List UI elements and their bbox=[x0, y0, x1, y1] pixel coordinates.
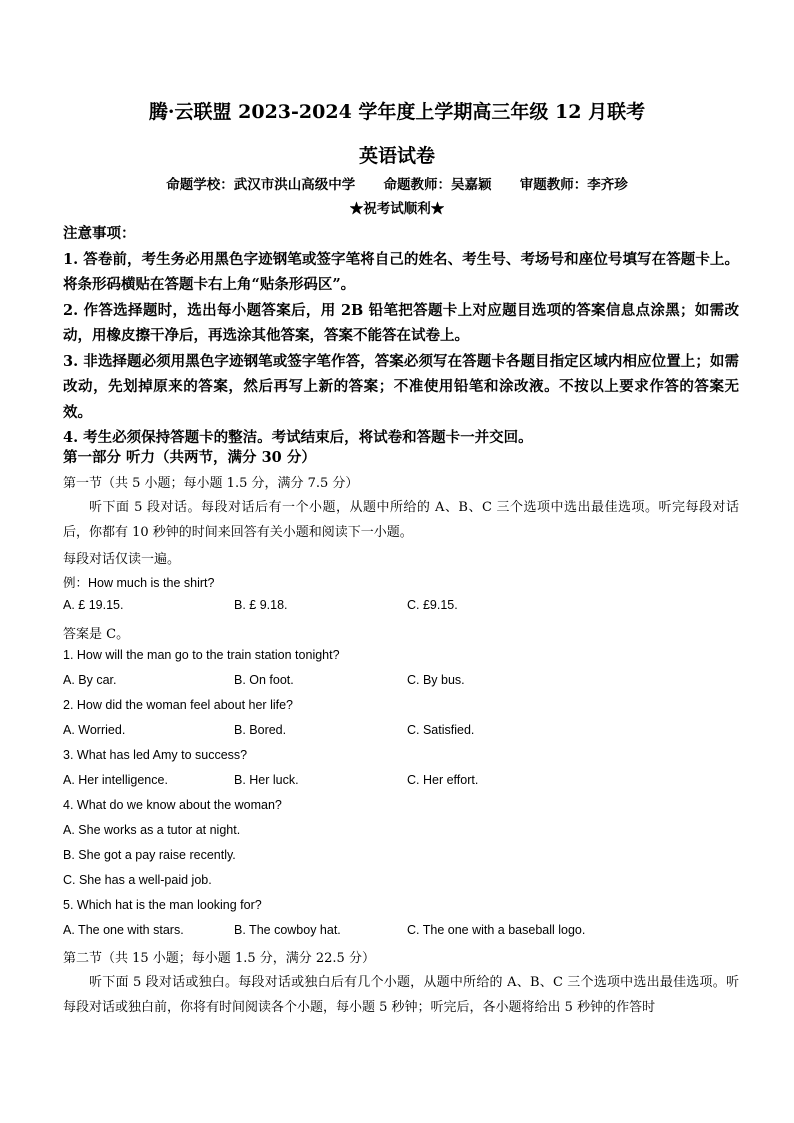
question-3: 3. What has led Amy to success? bbox=[63, 748, 248, 762]
notes-heading: 注意事项： bbox=[63, 225, 136, 242]
q5-option-c: C. The one with a baseball logo. bbox=[407, 923, 586, 937]
q1-option-c: C. By bus. bbox=[407, 673, 465, 687]
q4-option-c: C. She has a well-paid job. bbox=[63, 873, 212, 887]
example-option-a: A. £ 19.15. bbox=[63, 598, 124, 612]
q1-option-b: B. On foot. bbox=[234, 673, 294, 687]
notes-block bbox=[63, 221, 739, 451]
q3-option-b: B. Her luck. bbox=[234, 773, 299, 787]
q5-option-b: B. The cowboy hat. bbox=[234, 923, 341, 937]
good-luck-line: ★祝考试顺利★ bbox=[349, 201, 445, 217]
exam-authors-line: 命题学校：武汉市洪山高级中学 命题教师：吴嘉颖 审题教师：李齐珍 bbox=[166, 177, 628, 193]
exam-title: 腾·云联盟 2023-2024 学年度上学期高三年级 12 月联考 bbox=[148, 101, 646, 123]
q4-option-b: B. She got a pay raise recently. bbox=[63, 848, 236, 862]
q4-option-a: A. She works as a tutor at night. bbox=[63, 823, 241, 837]
q1-option-a: A. By car. bbox=[63, 673, 117, 687]
q2-option-c: C. Satisfied. bbox=[407, 723, 475, 737]
example-option-b: B. £ 9.18. bbox=[234, 598, 288, 612]
question-2: 2. How did the woman feel about her life? bbox=[63, 698, 293, 712]
note-item: 4. 考生必须保持答题卡的整洁。考试结束后，将试卷和答题卡一并交回。 bbox=[63, 429, 533, 446]
example-answer: 答案是 C。 bbox=[63, 627, 130, 642]
section1-heading: 第一节（共 5 小题；每小题 1.5 分，满分 7.5 分） bbox=[63, 476, 359, 491]
note-item: 2. 作答选择题时，选出每小题答案后，用 2B 铅笔把答题卡上对应题目选项的答案信息点涂黑；如需改动，用橡皮擦干净后，再选涂其他答案，答案不能答在试卷上。 bbox=[63, 301, 739, 344]
question-5: 5. Which hat is the man looking for? bbox=[63, 898, 262, 912]
part1-heading: 第一部分 听力（共两节，满分 30 分） bbox=[63, 449, 316, 466]
read-once-note: 每段对话仅读一遍。 bbox=[63, 552, 181, 567]
example-option-c: C. £9.15. bbox=[407, 598, 458, 612]
note-item: 1. 答卷前，考生务必用黑色字迹钢笔或签字笔将自己的姓名、考生号、考场号和座位号填写在答题卡上。将条形码横贴在答题卡右上角“贴条形码区”。 bbox=[63, 250, 739, 293]
question-4: 4. What do we know about the woman? bbox=[63, 798, 282, 812]
section1-instructions: 听下面 5 段对话。每段对话后有一个小题，从题中所给的 A、B、C 三个选项中选出最佳选项。听完每段对话后，你都有 10 秒钟的时间来回答有关小题和阅读下一小题。 bbox=[63, 500, 739, 540]
example-question: 例：How much is the shirt? bbox=[63, 576, 215, 590]
note-item: 3. 非选择题必须用黑色字迹钢笔或签字笔作答，答案必须写在答题卡各题目指定区域内相应位置上；如需改动，先划掉原来的答案，然后再写上新的答案；不准使用铅笔和涂改液。不按以上要求作答的答案无效。 bbox=[63, 352, 739, 421]
q5-option-a: A. The one with stars. bbox=[63, 923, 184, 937]
q3-option-c: C. Her effort. bbox=[407, 773, 479, 787]
question-1: 1. How will the man go to the train station tonight? bbox=[63, 648, 340, 662]
q2-option-b: B. Bored. bbox=[234, 723, 287, 737]
q3-option-a: A. Her intelligence. bbox=[63, 773, 168, 787]
exam-subject: 英语试卷 bbox=[358, 145, 435, 167]
section2-instructions: 听下面 5 段对话或独白。每段对话或独白后有几个小题，从题中所给的 A、B、C 三个选项中选出最佳选项。听每段对话或独白前，你将有时间阅读各个小题，每小题 5 秒钟；听完后，各小题将给出 5 秒钟的作答时 bbox=[63, 975, 739, 1015]
section2-heading: 第二节（共 15 小题；每小题 1.5 分，满分 22.5 分） bbox=[63, 951, 375, 966]
q2-option-a: A. Worried. bbox=[63, 723, 126, 737]
